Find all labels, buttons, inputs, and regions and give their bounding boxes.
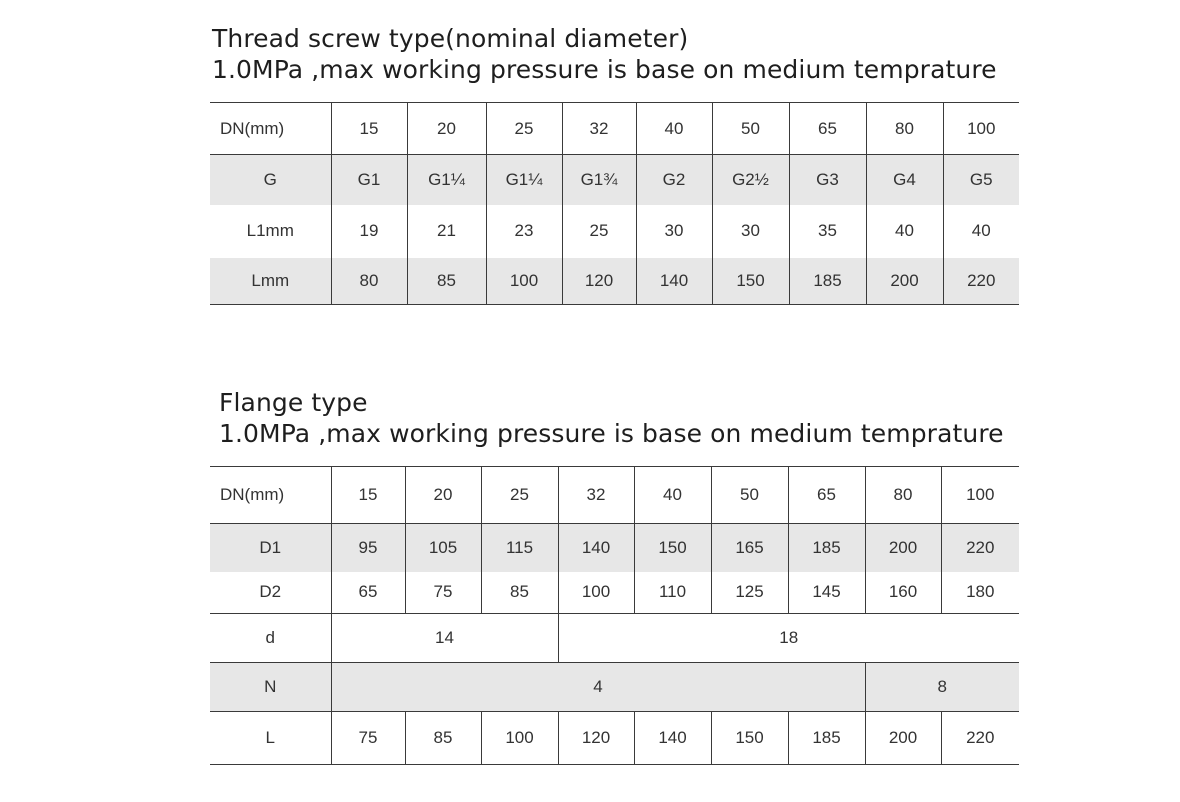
table-cell: 185 xyxy=(788,712,865,765)
table-cell: 200 xyxy=(865,524,941,572)
table-cell: 40 xyxy=(943,205,1019,258)
table-cell: 120 xyxy=(562,258,636,305)
table-cell: 150 xyxy=(712,258,789,305)
table-cell: 140 xyxy=(558,524,634,572)
table-cell: 40 xyxy=(636,103,712,155)
table-cell: 21 xyxy=(407,205,486,258)
thread-title: Thread screw type(nominal diameter) xyxy=(212,24,689,53)
row-label-l1: L1mm xyxy=(246,221,294,240)
table-cell: 14 xyxy=(331,614,558,663)
table-row xyxy=(210,467,1019,524)
table-cell: 35 xyxy=(789,205,866,258)
table-cell: 50 xyxy=(712,103,789,155)
table-cell: 20 xyxy=(405,467,481,524)
table-cell: 100 xyxy=(558,572,634,614)
table-cell: 50 xyxy=(711,467,788,524)
flange-subtitle: 1.0MPa ,max working pressure is base on medium temprature xyxy=(219,419,1004,448)
table-cell: 220 xyxy=(941,712,1019,765)
row-label-d1: D1 xyxy=(210,524,331,572)
table-row xyxy=(210,663,1019,712)
table-cell: 25 xyxy=(562,205,636,258)
table-cell: 25 xyxy=(481,467,558,524)
flange-spec-table xyxy=(210,466,1019,765)
row-label-n: N xyxy=(210,663,331,712)
table-cell: 125 xyxy=(711,572,788,614)
table-cell: 65 xyxy=(788,467,865,524)
table-cell: 100 xyxy=(481,712,558,765)
row-label-dn: DN(mm) xyxy=(210,103,331,155)
table-cell: 65 xyxy=(331,572,405,614)
table-cell: 40 xyxy=(866,205,943,258)
thread-heading xyxy=(212,23,997,85)
table-cell: 80 xyxy=(331,258,407,305)
flange-title: Flange type xyxy=(219,388,368,417)
table-cell: 15 xyxy=(331,467,405,524)
table-cell: 23 xyxy=(486,205,562,258)
table-cell: 100 xyxy=(941,467,1019,524)
table-row xyxy=(210,155,1019,205)
row-label-d: d xyxy=(210,614,331,663)
table-cell: G1¼ xyxy=(407,155,486,205)
table-cell: 200 xyxy=(866,258,943,305)
table-cell: 80 xyxy=(866,103,943,155)
table-cell: 40 xyxy=(634,467,711,524)
row-label-g: G xyxy=(210,155,331,205)
table-cell: 115 xyxy=(481,524,558,572)
table-cell: 150 xyxy=(711,712,788,765)
table-row xyxy=(210,524,1019,572)
table-cell: 20 xyxy=(407,103,486,155)
table-cell: 110 xyxy=(634,572,711,614)
table-cell: 100 xyxy=(943,103,1019,155)
table-cell: G1¼ xyxy=(486,155,562,205)
table-cell: 65 xyxy=(789,103,866,155)
table-cell: 100 xyxy=(486,258,562,305)
table-row xyxy=(210,614,1019,663)
table-cell: 30 xyxy=(636,205,712,258)
table-row xyxy=(210,205,1019,258)
table-cell: 18 xyxy=(558,614,1019,663)
table-cell: 85 xyxy=(405,712,481,765)
table-cell: 150 xyxy=(634,524,711,572)
table-cell: G5 xyxy=(943,155,1019,205)
table-cell: 4 xyxy=(331,663,865,712)
table-cell: 80 xyxy=(865,467,941,524)
table-cell: 75 xyxy=(405,572,481,614)
table-cell: G3 xyxy=(789,155,866,205)
table-cell: 145 xyxy=(788,572,865,614)
table-row xyxy=(210,572,1019,614)
row-label-l: Lmm xyxy=(210,258,331,305)
table-cell: G1¾ xyxy=(562,155,636,205)
flange-heading xyxy=(219,387,1004,449)
row-label-l: L xyxy=(210,712,331,765)
table-cell: G2½ xyxy=(712,155,789,205)
table-cell: G2 xyxy=(636,155,712,205)
table-cell: 120 xyxy=(558,712,634,765)
table-cell: 85 xyxy=(407,258,486,305)
table-cell: 185 xyxy=(788,524,865,572)
table-cell: 220 xyxy=(941,524,1019,572)
table-cell: 15 xyxy=(331,103,407,155)
table-cell: 220 xyxy=(943,258,1019,305)
table-cell: 160 xyxy=(865,572,941,614)
table-cell: 19 xyxy=(331,205,407,258)
table-cell: 105 xyxy=(405,524,481,572)
table-row xyxy=(210,258,1019,305)
row-label-dn: DN(mm) xyxy=(210,467,331,524)
table-cell: 140 xyxy=(636,258,712,305)
table-cell: 32 xyxy=(558,467,634,524)
table-cell: 140 xyxy=(634,712,711,765)
table-cell: 32 xyxy=(562,103,636,155)
table-cell: 8 xyxy=(865,663,1019,712)
table-row xyxy=(210,712,1019,765)
table-cell: 165 xyxy=(711,524,788,572)
table-cell: G1 xyxy=(331,155,407,205)
table-cell: 185 xyxy=(789,258,866,305)
table-cell: 75 xyxy=(331,712,405,765)
table-cell: 30 xyxy=(712,205,789,258)
table-cell: 25 xyxy=(486,103,562,155)
table-row xyxy=(210,103,1019,155)
table-cell: 200 xyxy=(865,712,941,765)
table-cell: 180 xyxy=(941,572,1019,614)
table-cell: 95 xyxy=(331,524,405,572)
row-label-d2: D2 xyxy=(259,582,282,602)
thread-subtitle: 1.0MPa ,max working pressure is base on medium temprature xyxy=(212,55,997,84)
thread-spec-table xyxy=(210,102,1019,305)
table-cell: 85 xyxy=(481,572,558,614)
table-cell: G4 xyxy=(866,155,943,205)
